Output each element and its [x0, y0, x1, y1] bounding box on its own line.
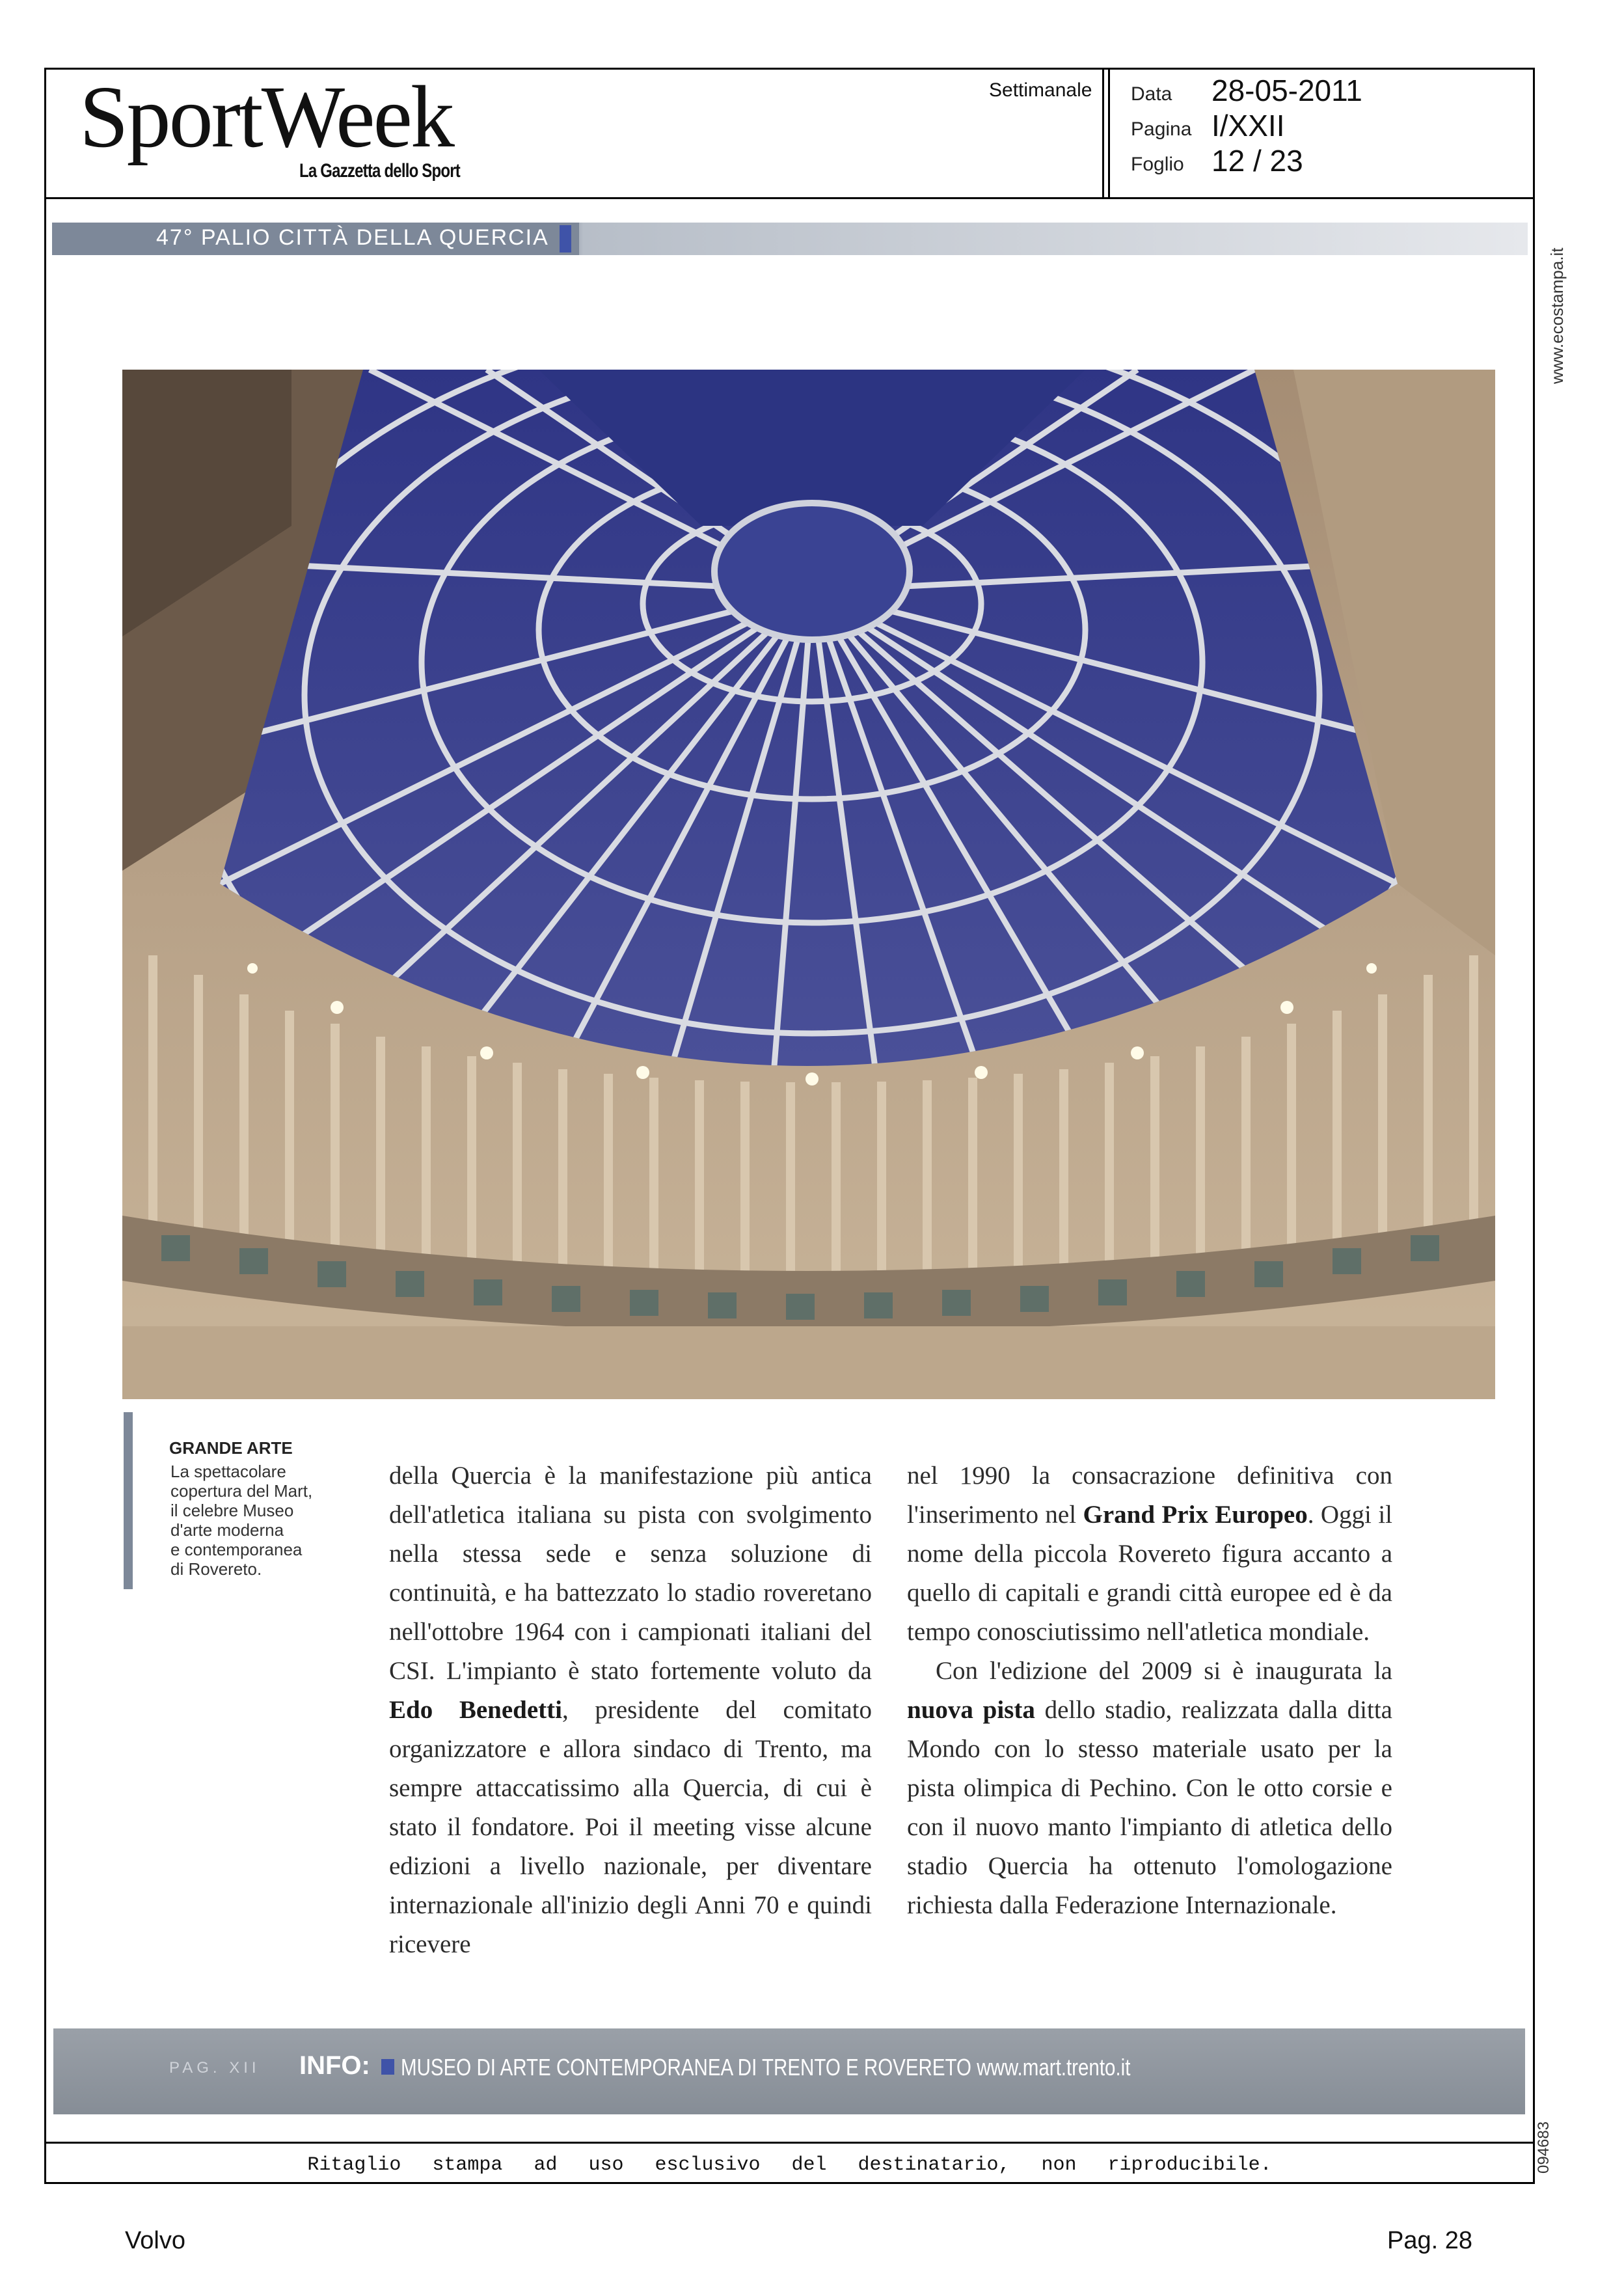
caption-line: e contemporanea — [170, 1540, 303, 1559]
info-label: INFO: — [299, 2051, 370, 2080]
text-run: dello stadio, realizzata dalla ditta Mondo con lo stesso materiale usato per la pista olimpica di Pechino. Con le otto corsie e con il nuovo manto l'impianto di atletica dello stadio Quercia ha ottenuto l'omologazione richiesta dalla Federazione Internazionale. — [907, 1696, 1392, 1919]
article-column-1 — [389, 1456, 872, 1964]
bold-name: Edo Benedetti — [389, 1696, 562, 1724]
dome-illustration — [122, 370, 1495, 1399]
header-divider — [1102, 68, 1110, 199]
footer-client: Volvo — [125, 2227, 185, 2254]
footer-page-number: Pag. 28 — [1387, 2227, 1472, 2254]
article-column-2 — [907, 1456, 1392, 1925]
meta-label-date: Data — [1131, 83, 1172, 105]
text-run: . Oggi il nome della piccola Rovereto figura accanto a quello di capitali e grandi città europee ed è da tempo conosciutissimo nell'atletica mondiale. — [907, 1501, 1392, 1646]
sportweek-logo: SportWeek — [79, 68, 453, 166]
caption-line: d'arte moderna — [170, 1520, 284, 1540]
side-code — [1532, 2082, 1558, 2174]
gazzetta-logo: La Gazzetta dello Sport — [299, 160, 460, 182]
section-title: 47° PALIO CITTÀ DELLA QUERCIA — [156, 225, 549, 250]
page-label: PAG. XII — [169, 2059, 260, 2077]
meta-value-page: I/XXII — [1211, 109, 1285, 143]
side-watermark — [1541, 215, 1567, 384]
watermark-url: www.ecostampa.it — [1547, 247, 1567, 384]
caption-accent-bar — [124, 1412, 133, 1589]
caption-line: il celebre Museo — [170, 1501, 294, 1520]
frequency-label: Settimanale — [989, 79, 1092, 101]
text-run: nel 1990 la consacrazione definitiva con l'inserimento nel — [907, 1462, 1392, 1529]
caption-line: La spettacolare — [170, 1462, 286, 1481]
meta-label-sheet: Foglio — [1131, 154, 1184, 175]
caption-line: copertura del Mart, — [170, 1481, 313, 1501]
code-number: 094683 — [1535, 2121, 1552, 2174]
text-run: della Quercia è la manifestazione più antica dell'atletica italiana su pista con svolgimento nella stessa sede e senza soluzione di continuità, e ha battezzato lo stadio roveretano nell'ottobre 1964 con i campionati italiani del CSI. L'impianto è stato fortemente voluto da — [389, 1462, 872, 1685]
text-run: , presidente del comitato organizzatore e allora sindaco di Trento, ma sempre attaccatissimo alla Quercia, di cui è stato il fondatore. Poi il meeting visse alcune edizioni a livello nazionale, per diventare internazionale all'inizio degli Anni 70 e quindi ricevere — [389, 1696, 872, 1958]
meta-value-date: 28-05-2011 — [1211, 74, 1362, 107]
caption-title: GRANDE ARTE — [169, 1438, 293, 1458]
meta-value-sheet: 12 / 23 — [1211, 144, 1303, 178]
caption-line: di Rovereto. — [170, 1559, 262, 1579]
dome-photo — [122, 370, 1495, 1399]
bold-term: Grand Prix Europeo — [1083, 1501, 1308, 1529]
meta-label-page: Pagina — [1131, 118, 1192, 140]
bold-term: nuova pista — [907, 1696, 1035, 1724]
section-accent-bar — [560, 225, 571, 252]
info-text: MUSEO DI ARTE CONTEMPORANEA DI TRENTO E ROVERETO www.mart.trento.it — [401, 2054, 1131, 2081]
disclaimer: Ritaglio stampa ad uso esclusivo del destinatario, non riproducibile. — [307, 2154, 1272, 2176]
text-run: Con l'edizione del 2009 si è inaugurata la — [936, 1657, 1392, 1685]
info-bullet-icon — [381, 2059, 394, 2075]
